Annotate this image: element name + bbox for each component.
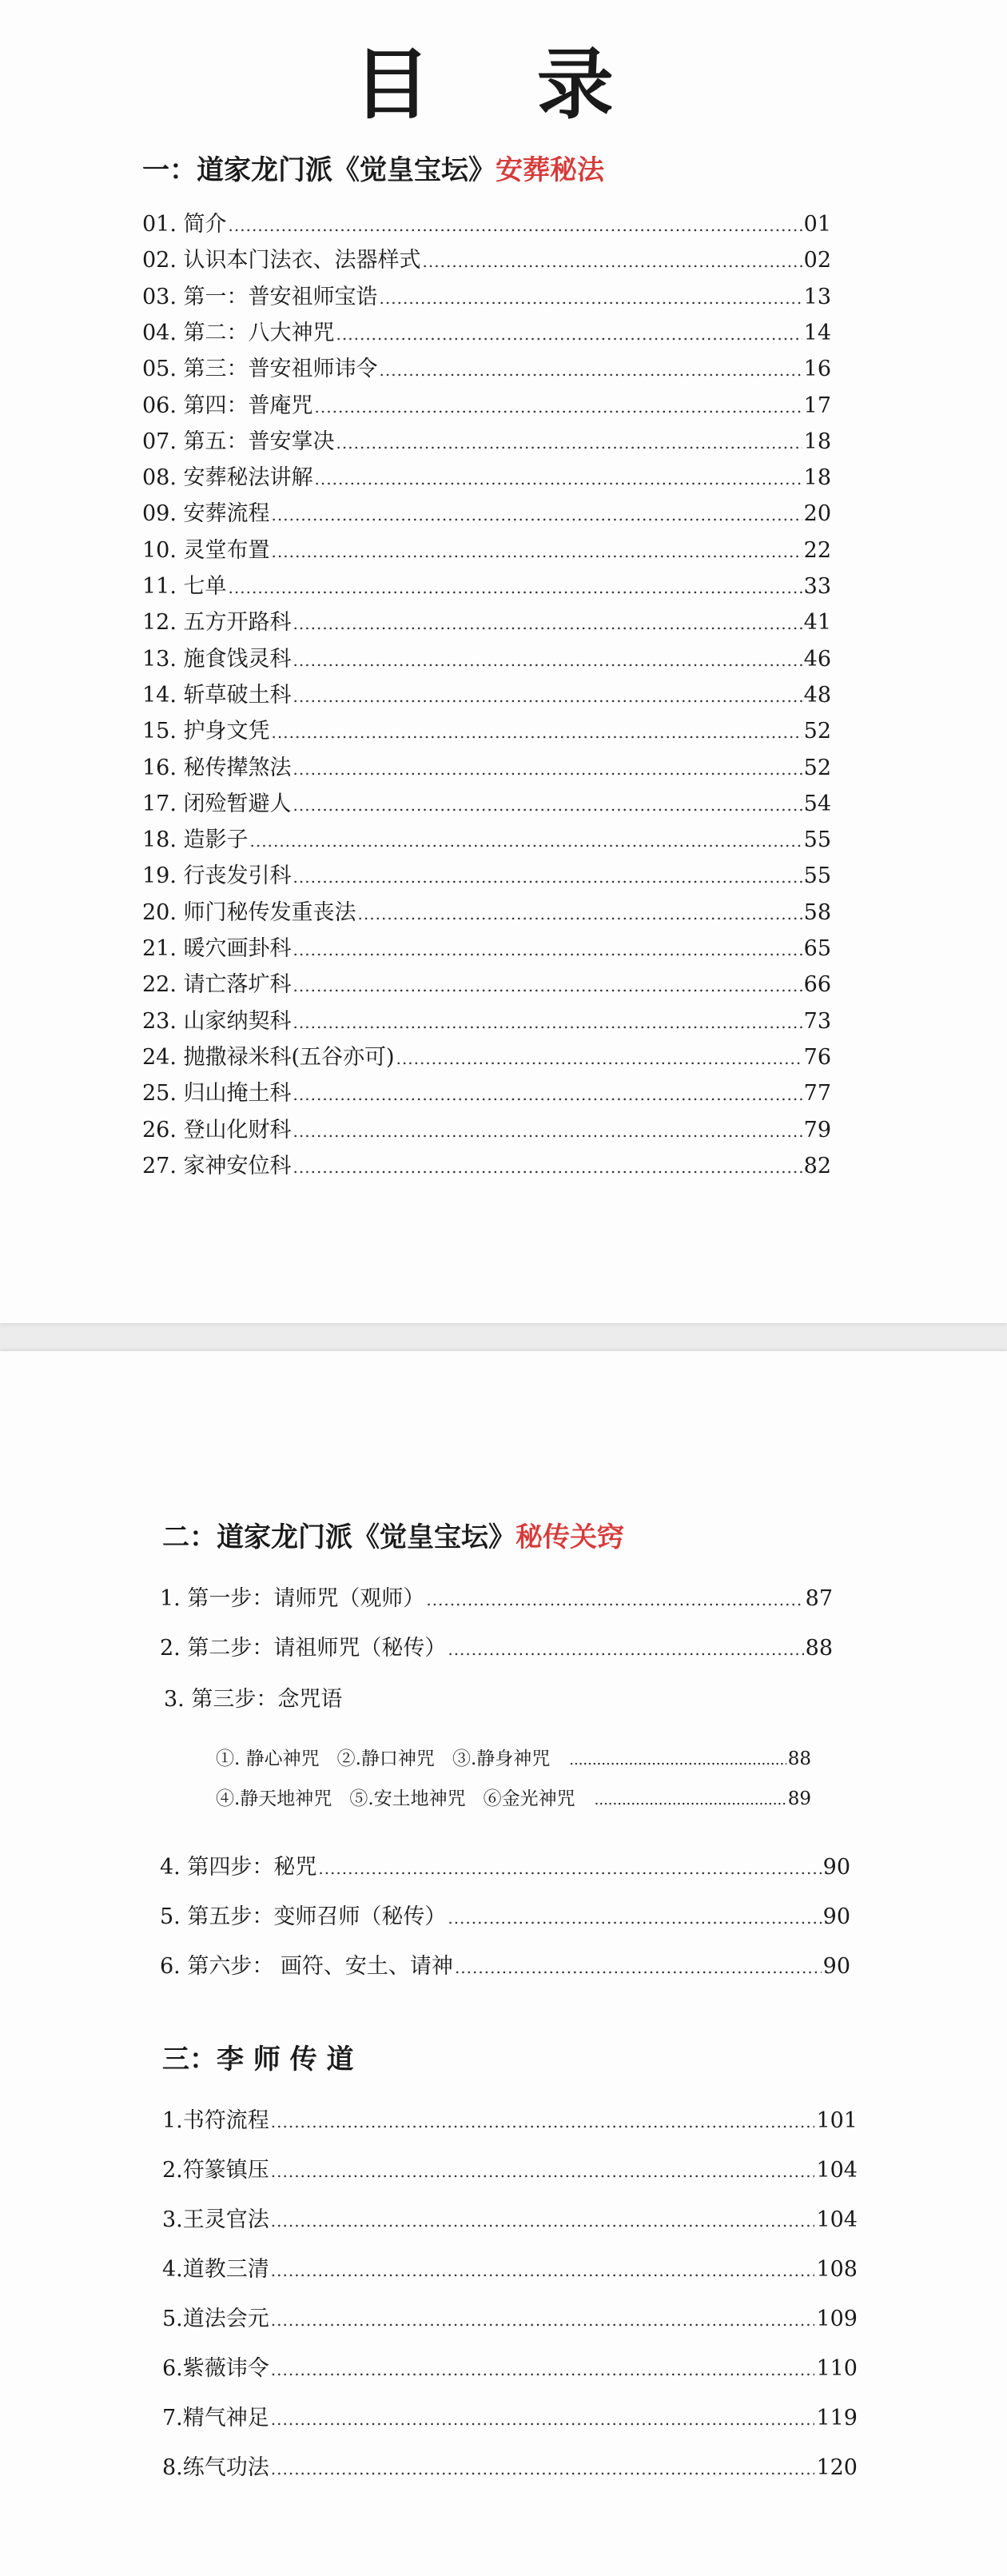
toc-entry [160, 1581, 833, 1612]
toc-entry [142, 713, 831, 744]
page-number: 33 [803, 574, 831, 599]
toc-entry [142, 1148, 831, 1179]
entry-label: 22. 请亡落圹科 [142, 972, 292, 998]
page-number: 77 [803, 1081, 831, 1107]
entry-label: 12. 五方开路科 [142, 610, 292, 636]
page-number: 52 [803, 755, 831, 780]
toc-entry [142, 1075, 831, 1107]
page-number: 58 [803, 899, 831, 925]
sub-item: ⑤.安土地神咒 [349, 1788, 466, 1809]
page-number: 14 [803, 320, 831, 345]
page-number: 88 [805, 1636, 833, 1661]
toc-entry [142, 1039, 831, 1071]
leader-dots [336, 433, 802, 453]
page-number: 120 [816, 2455, 858, 2480]
sub-item: ①. 静心神咒 [216, 1749, 320, 1769]
leader-dots [271, 2311, 815, 2330]
leader-dots [380, 361, 802, 380]
leader-dots [426, 1590, 803, 1609]
page-number: 104 [816, 2158, 858, 2183]
leader-dots [293, 976, 802, 995]
page-number: 54 [803, 791, 831, 816]
leader-dots [229, 578, 802, 597]
page-number: 110 [816, 2356, 858, 2381]
leader-dots [271, 2211, 815, 2231]
leader-dots [293, 1013, 802, 1032]
leader-dots [293, 940, 802, 959]
toc-entry [142, 1112, 831, 1143]
entry-label: 09. 安葬流程 [142, 501, 270, 527]
leader-dots [293, 760, 802, 779]
entry-label: 19. 行丧发引科 [142, 863, 292, 889]
entry-label: 02. 认识本门法衣、法器样式 [142, 248, 421, 273]
sub-item: ③.静身神咒 [452, 1749, 551, 1769]
toc-entry [142, 677, 831, 708]
toc-entry [142, 532, 831, 564]
page-number: 48 [803, 682, 831, 708]
leader-dots [293, 1158, 802, 1177]
toc-entry [142, 786, 831, 817]
entry-label: 08. 安葬秘法讲解 [142, 465, 313, 491]
toc-entry [142, 641, 831, 672]
leader-dots [448, 1908, 821, 1928]
toc-entry [142, 242, 831, 273]
page-number: 13 [803, 284, 831, 309]
toc-entry [162, 2103, 858, 2134]
page-number: 82 [803, 1153, 831, 1178]
toc-entry [142, 967, 831, 998]
entry-label: 13. 施食饯灵科 [142, 646, 292, 672]
page-number: 01 [803, 212, 831, 237]
entry-label: 27. 家神安位科 [142, 1153, 292, 1178]
leader-dots [569, 1752, 786, 1769]
leader-dots [595, 1792, 786, 1808]
entry-label: 24. 抛撒禄米科(五谷亦可) [142, 1044, 395, 1070]
entry-label: 21. 暖穴画卦科 [142, 936, 292, 961]
page-number: 90 [822, 1954, 850, 1979]
toc-entry [142, 931, 831, 962]
entry-label: 18. 造影子 [142, 827, 249, 853]
toc-entry [142, 388, 831, 419]
entry-label: 16. 秘传撵煞法 [142, 755, 292, 780]
toc-entry [142, 1003, 831, 1035]
toc-entry [142, 279, 831, 310]
entry-label: 5. 第五步：变师召师（秘传） [160, 1904, 447, 1929]
entry-label: 2. 第二步：请祖师咒（秘传） [160, 1636, 447, 1661]
sub-item: ④.静天地神咒 [216, 1788, 332, 1809]
leader-dots [315, 469, 802, 488]
toc-entry [142, 604, 831, 636]
toc-entry [142, 858, 831, 889]
page-number: 76 [803, 1044, 831, 1070]
page-number: 119 [816, 2406, 858, 2430]
page-number: 109 [816, 2307, 858, 2331]
toc-entry [142, 895, 831, 926]
entry-label: 20. 师门秘传发重丧法 [142, 899, 356, 925]
toc-entry [142, 460, 831, 491]
entry-label: 07. 第五：普安掌决 [142, 429, 335, 454]
leader-dots [271, 2360, 815, 2379]
entry-label: 8.练气功法 [162, 2455, 269, 2480]
toc-entry [162, 2202, 858, 2233]
toc-entry [162, 2251, 858, 2283]
page-number: 52 [803, 719, 831, 744]
toc-entry [142, 424, 831, 455]
toc-entry [162, 2400, 858, 2431]
page-number: 18 [803, 465, 831, 491]
leader-dots [318, 1859, 821, 1878]
toc-entry [162, 2450, 858, 2481]
toc-entry [142, 568, 831, 600]
entry-label: 6.紫薇讳令 [162, 2356, 269, 2381]
page-number: 55 [803, 827, 831, 853]
entry-label: 25. 归山掩土科 [142, 1081, 292, 1107]
entry-label: 14. 斩草破土科 [142, 682, 292, 708]
leader-dots [380, 289, 802, 308]
toc-entry [160, 1849, 850, 1880]
leader-dots [336, 325, 802, 344]
entry-label: 17. 闭殓暂避人 [142, 791, 292, 816]
page-number: 02 [803, 248, 831, 273]
page-number: 90 [822, 1855, 850, 1880]
leader-dots [293, 1122, 802, 1141]
page-number: 16 [803, 357, 831, 382]
toc-entry [142, 496, 831, 527]
page-number: 65 [803, 936, 831, 961]
entry-label: 23. 山家纳契科 [142, 1008, 292, 1034]
entry-label: 1.书符流程 [162, 2108, 269, 2133]
section-3-heading: 三：李 师 传 道 [162, 2044, 354, 2076]
page-number: 108 [816, 2257, 858, 2282]
entry-label: 7.精气神足 [162, 2406, 269, 2430]
toc-entry [142, 315, 831, 346]
entry-label: 1. 第一步：请师咒（观师） [160, 1586, 425, 1611]
page-number: 79 [803, 1117, 831, 1142]
page-number: 20 [803, 501, 831, 527]
leader-dots [358, 904, 802, 923]
leader-dots [271, 2261, 815, 2280]
leader-dots [293, 796, 802, 815]
leader-dots [272, 542, 802, 561]
toc-entry [160, 1630, 833, 1661]
sub-item: ②.静口神咒 [336, 1749, 435, 1769]
toc-list-2 [0, 1351, 1007, 2576]
page-number: 22 [803, 537, 831, 563]
entry-label: 01. 简介 [142, 212, 227, 237]
leader-dots [293, 614, 802, 633]
page-number: 66 [803, 972, 831, 998]
subitems-row-1 [216, 1744, 811, 1770]
page-number: 46 [803, 646, 831, 672]
toc-entry [162, 2301, 858, 2332]
entry-label: 4.道教三清 [162, 2257, 269, 2282]
page-number: 88 [787, 1749, 811, 1769]
page-number: 17 [803, 393, 831, 418]
sub-item: ⑥金光神咒 [483, 1788, 575, 1809]
section-2-prefix: 二：道家龙门派《觉皇宝坛》 [162, 1521, 515, 1553]
toc-entry [160, 1899, 850, 1930]
leader-dots [229, 216, 802, 235]
step-3-label: 3. 第三步：念咒语 [164, 1687, 343, 1712]
page-number: 87 [805, 1586, 833, 1611]
toc-entry [142, 351, 831, 382]
toc-entry [162, 2152, 858, 2183]
page-number: 18 [803, 429, 831, 454]
entry-label: 4. 第四步：秘咒 [160, 1855, 317, 1880]
entry-label: 2.符篆镇压 [162, 2158, 269, 2183]
entry-label: 05. 第三：普安祖师讳令 [142, 357, 378, 382]
leader-dots [271, 2459, 815, 2478]
entry-label: 04. 第二：八大神咒 [142, 320, 335, 345]
toc-entry [160, 1948, 850, 1980]
toc-entry [162, 2351, 858, 2382]
page-number: 41 [803, 610, 831, 636]
entry-label: 10. 灵堂布置 [142, 537, 270, 563]
entry-label: 26. 登山化财科 [142, 1117, 292, 1142]
leader-dots [293, 687, 802, 706]
page-number: 104 [816, 2207, 858, 2232]
entry-label: 03. 第一：普安祖师宝诰 [142, 284, 378, 309]
entry-label: 5.道法会元 [162, 2307, 269, 2331]
toc-entry [142, 822, 831, 853]
section-1-prefix: 一：道家龙门派《觉皇宝坛》 [142, 154, 496, 186]
leader-dots [315, 397, 802, 417]
page-number: 55 [803, 863, 831, 889]
leader-dots [293, 867, 802, 887]
leader-dots [423, 252, 802, 271]
leader-dots [271, 2162, 815, 2181]
entry-label: 3.王灵官法 [162, 2207, 269, 2232]
leader-dots [396, 1049, 802, 1068]
leader-dots [272, 723, 802, 742]
leader-dots [272, 505, 802, 524]
leader-dots [271, 2112, 815, 2131]
entry-label: 15. 护身文凭 [142, 719, 270, 744]
leader-dots [293, 651, 802, 670]
page-number: 73 [803, 1008, 831, 1034]
entry-label: 06. 第四：普庵咒 [142, 393, 313, 418]
section-2-highlight: 秘传关窍 [515, 1521, 624, 1553]
toc-entry [142, 206, 831, 237]
page-number: 90 [822, 1904, 850, 1929]
entry-label: 6. 第六步： 画符、安土、请神 [160, 1954, 453, 1979]
page-title: 目 录 [353, 40, 654, 130]
entry-label: 11. 七单 [142, 574, 227, 599]
toc-page-2 [0, 1351, 1007, 2576]
page-number: 101 [816, 2108, 858, 2133]
section-1-highlight: 安葬秘法 [496, 154, 604, 186]
page-number: 89 [787, 1788, 811, 1809]
leader-dots [250, 831, 802, 851]
subitems-row-2 [216, 1784, 811, 1810]
toc-entry [142, 750, 831, 781]
leader-dots [271, 2410, 815, 2429]
leader-dots [455, 1958, 822, 1977]
leader-dots [293, 1085, 802, 1104]
leader-dots [448, 1640, 803, 1659]
